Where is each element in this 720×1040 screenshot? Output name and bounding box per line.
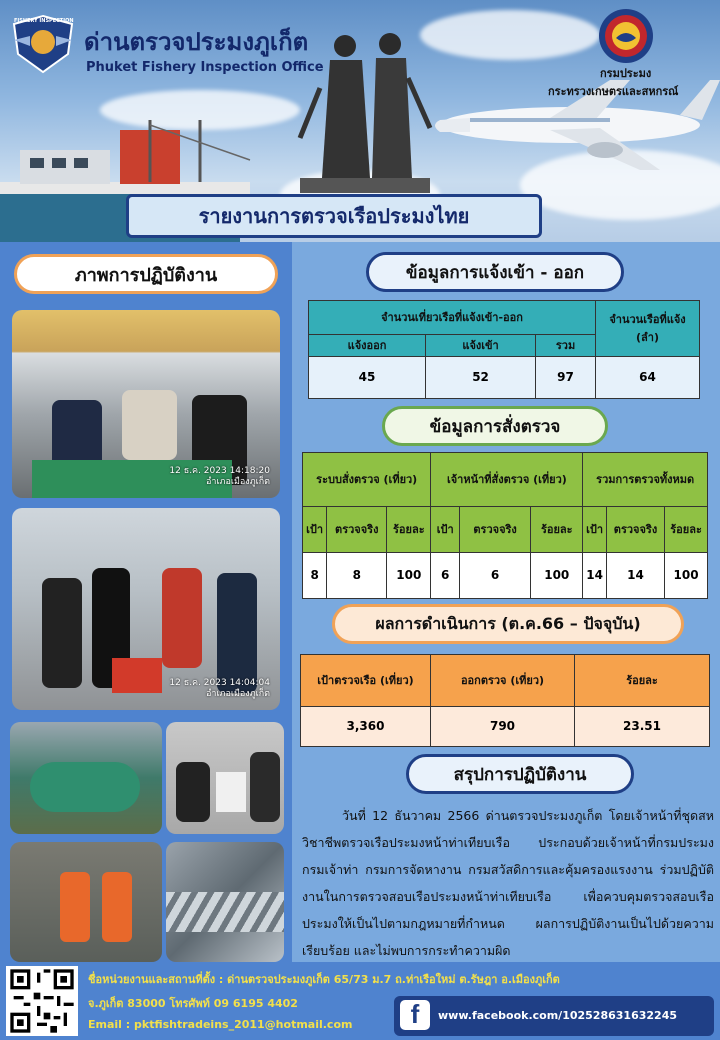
operation-photo-3 <box>10 722 162 834</box>
notify-section-title: ข้อมูลการแจ้งเข้า - ออก <box>366 252 624 292</box>
order-g3-target-header: เป้า <box>583 507 607 553</box>
results-done-header: ออกตรวจ (เที่ยว) <box>431 655 575 707</box>
order-g2-target-header: เป้า <box>431 507 460 553</box>
order-g3-actual-header: ตรวจจริง <box>606 507 664 553</box>
results-done-value: 790 <box>431 707 575 747</box>
notify-total-value: 97 <box>536 357 596 399</box>
office-name-english: Phuket Fishery Inspection Office <box>86 60 324 75</box>
order-g2-percent: 100 <box>531 553 583 599</box>
operation-photo-2 <box>12 508 280 710</box>
operation-photo-5 <box>10 842 162 962</box>
notify-boats-value: 64 <box>596 357 700 399</box>
photo-2-location: อำเภอเมืองภูเก็ต <box>206 689 270 700</box>
photos-section-title: ภาพการปฏิบัติงาน <box>14 254 278 294</box>
report-title-banner: รายงานการตรวจเรือประมงไทย <box>126 194 542 238</box>
photo-2-timestamp: 12 ธ.ค. 2023 14:04:04 <box>169 678 270 689</box>
results-table <box>300 654 710 747</box>
order-g1-target-header: เป้า <box>303 507 327 553</box>
order-g2-actual: 6 <box>460 553 531 599</box>
order-g1-percent-header: ร้อยละ <box>387 507 431 553</box>
department-name: กรมประมง <box>600 67 652 80</box>
order-g3-target: 14 <box>583 553 607 599</box>
operation-photo-4 <box>166 722 284 834</box>
facebook-url[interactable]: www.facebook.com/102528631632245 <box>438 1009 677 1022</box>
order-g2-percent-header: ร้อยละ <box>531 507 583 553</box>
order-g3-percent-header: ร้อยละ <box>665 507 708 553</box>
order-g1-percent: 100 <box>387 553 431 599</box>
notify-table <box>308 300 700 399</box>
notify-in-value: 52 <box>426 357 536 399</box>
notify-in-header: แจ้งเข้า <box>426 335 536 357</box>
logo-lettering: FISHERY INSPECTION <box>14 18 74 24</box>
notify-boats-header: จำนวนเรือที่แจ้ง (ลำ) <box>596 301 700 357</box>
order-section-title: ข้อมูลการสั่งตรวจ <box>382 406 608 446</box>
heroine-statue-illustration <box>290 28 440 193</box>
order-g2-target: 6 <box>431 553 460 599</box>
ministry-name: กระทรวงเกษตรและสหกรณ์ <box>548 85 679 98</box>
results-percent-header: ร้อยละ <box>575 655 710 707</box>
summary-section-title: สรุปการปฏิบัติงาน <box>406 754 634 794</box>
notify-out-value: 45 <box>309 357 426 399</box>
footer-phone: จ.ภูเก็ต 83000 โทรศัพท์ 09 6195 4402 <box>88 997 298 1010</box>
order-g3-actual: 14 <box>606 553 664 599</box>
order-g1-target: 8 <box>303 553 327 599</box>
photo-1-timestamp: 12 ธ.ค. 2023 14:18:20 <box>169 466 270 477</box>
facebook-icon: f <box>400 1000 430 1030</box>
order-g1-actual: 8 <box>327 553 387 599</box>
order-group-system: ระบบสั่งตรวจ (เที่ยว) <box>303 453 431 507</box>
qr-code[interactable] <box>6 966 78 1036</box>
results-target-header: เป้าตรวจเรือ (เที่ยว) <box>301 655 431 707</box>
order-g1-actual-header: ตรวจจริง <box>327 507 387 553</box>
results-percent-value: 23.51 <box>575 707 710 747</box>
notify-out-header: แจ้งออก <box>309 335 426 357</box>
department-of-fisheries-seal <box>598 8 654 64</box>
notify-group-header: จำนวนเที่ยวเรือที่แจ้งเข้า-ออก <box>309 301 596 335</box>
footer-email[interactable]: Email : pktfishtradeins_2011@hotmail.com <box>88 1018 353 1031</box>
notify-total-header: รวม <box>536 335 596 357</box>
order-g3-percent: 100 <box>665 553 708 599</box>
photo-1-location: อำเภอเมืองภูเก็ต <box>206 477 270 488</box>
order-g2-actual-header: ตรวจจริง <box>460 507 531 553</box>
office-name-thai: ด่านตรวจประมงภูเก็ต <box>84 28 309 56</box>
order-group-officer: เจ้าหน้าที่สั่งตรวจ (เที่ยว) <box>431 453 583 507</box>
footer-address: ชื่อหน่วยงานและสถานที่ตั้ง : ด่านตรวจประมงภูเก็ต 65/73 ม.7 ถ.ท่าเรือใหม่ ต.รัษฎา อ.เมืองภูเก็ต <box>88 973 560 986</box>
results-target-value: 3,360 <box>301 707 431 747</box>
operation-photo-6 <box>166 842 284 962</box>
operation-photo-1 <box>12 310 280 498</box>
order-group-total: รวมการตรวจทั้งหมด <box>583 453 708 507</box>
order-table <box>302 452 708 599</box>
summary-text: วันที่ 12 ธันวาคม 2566 ด่านตรวจประมงภูเก็ต โดยเจ้าหน้าที่ชุดสหวิชาชีพตรวจเรือประมงหน้าท่าเทียบเรือ ประกอบด้วยเจ้าหน้าที่กรมประมง กรมเจ้าท่า กรมการจัดหางาน กรมสวัสดิการและคุ้มครองแรงงาน ร่วมปฏิบัติงานในการตรวจสอบเรือประมงหน้าท่าเทียบเรือ เพื่อควบคุมตรวจสอบเรือประมงให้เป็นไปตามกฎหมายที่กำหนด ผลการปฏิบัติงานเป็นไปด้วยความเรียบร้อย และไม่พบการกระทำความผิด <box>302 808 714 958</box>
results-section-title: ผลการดำเนินการ (ต.ค.66 – ปัจจุบัน) <box>332 604 684 644</box>
